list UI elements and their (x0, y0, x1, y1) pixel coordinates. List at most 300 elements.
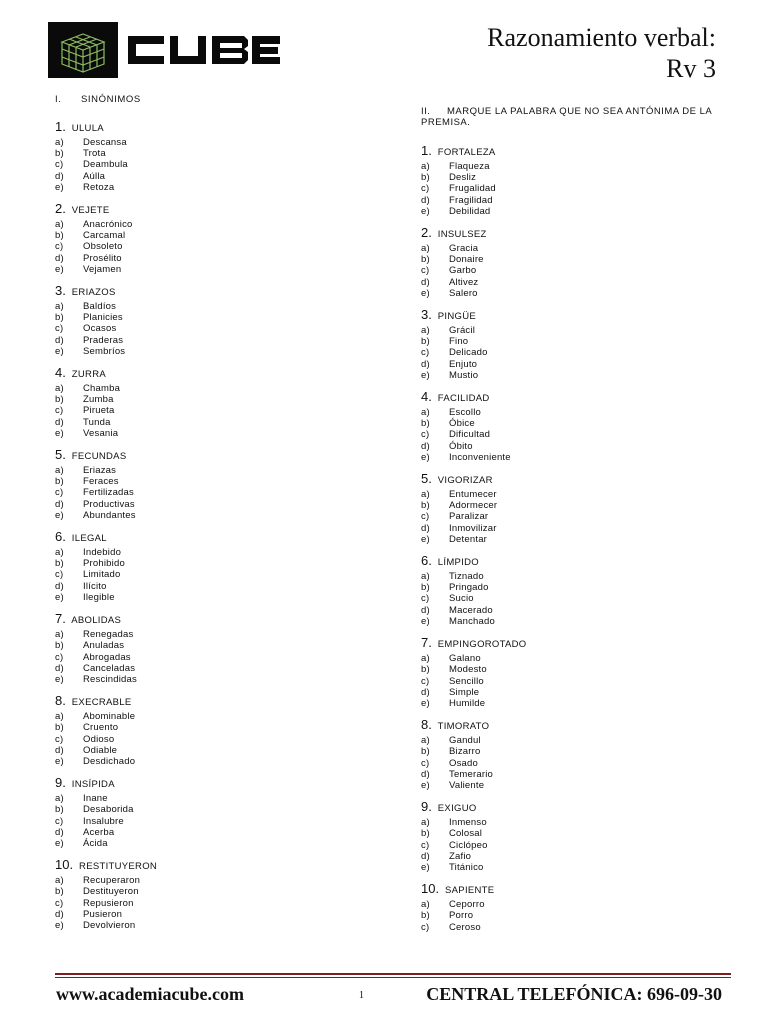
question-heading (55, 775, 385, 793)
question-item (55, 611, 385, 685)
option-row (421, 452, 741, 463)
option-letter: c) (55, 241, 64, 253)
option-letter: d) (421, 850, 430, 862)
question-word: EMPINGOROTADO (437, 639, 527, 651)
question-item (421, 389, 741, 463)
option-letter: a) (421, 161, 430, 172)
option-text: Sembríos (83, 345, 126, 357)
option-letter: e) (55, 345, 64, 357)
option-row (421, 243, 741, 254)
option-text: Ilícito (83, 580, 107, 592)
question-item (55, 119, 385, 193)
option-text: Grácil (449, 325, 476, 337)
option-text: Gracia (449, 243, 479, 255)
option-text: Carcamal (83, 230, 126, 242)
option-text: Enjuto (449, 358, 478, 370)
option-text: Abrogadas (83, 651, 131, 663)
option-text: Prosélito (83, 252, 122, 264)
footer-website[interactable]: www.academiacube.com (56, 984, 244, 1004)
option-text: Repusieron (83, 897, 134, 909)
option-letter: e) (421, 287, 430, 299)
option-row (55, 171, 385, 182)
option-row (421, 441, 741, 452)
question-word: ILEGAL (71, 533, 107, 545)
option-text: Flaqueza (449, 161, 490, 172)
option-letter: d) (421, 276, 430, 288)
question-number: 3. (55, 283, 66, 299)
option-row (421, 851, 741, 862)
option-text: Temerario (449, 768, 494, 780)
option-row (421, 277, 741, 288)
option-row (55, 159, 385, 170)
option-letter: d) (55, 744, 64, 756)
question-item (421, 225, 741, 299)
option-letter: c) (421, 757, 430, 769)
question-number: 4. (421, 389, 432, 405)
question-number: 8. (421, 717, 432, 733)
question-heading (55, 857, 385, 875)
option-row (421, 407, 741, 418)
option-letter: c) (421, 265, 430, 277)
option-text: Frugalidad (449, 183, 496, 195)
option-letter: b) (55, 804, 64, 816)
option-letter: b) (55, 640, 64, 652)
option-text: Ilegible (83, 591, 115, 603)
option-text: Ceroso (449, 921, 481, 933)
question-number: 10. (421, 881, 440, 897)
option-row (421, 500, 741, 511)
option-text: Bizarro (449, 746, 481, 758)
option-text: Altivez (449, 276, 479, 288)
question-item (421, 553, 741, 627)
option-row (55, 335, 385, 346)
option-letter: b) (55, 722, 64, 734)
option-text: Descansa (83, 137, 127, 148)
question-number: 5. (55, 447, 66, 463)
option-row (55, 137, 385, 148)
cube-logo-icon (48, 22, 284, 78)
option-letter: c) (55, 815, 64, 827)
question-word: PINGÜE (437, 311, 477, 323)
option-row (55, 838, 385, 849)
question-word: VEJETE (71, 205, 110, 217)
option-letter: b) (421, 418, 430, 430)
option-text: Canceladas (83, 662, 136, 674)
question-heading (421, 389, 741, 407)
section-title: SINÓNIMOS (81, 94, 141, 105)
option-text: Garbo (449, 265, 477, 277)
option-text: Detentar (449, 533, 488, 545)
option-row (421, 698, 741, 709)
option-letter: c) (55, 897, 64, 909)
option-letter: d) (55, 826, 64, 838)
question-item (55, 529, 385, 603)
option-row (55, 394, 385, 405)
option-letter: b) (55, 312, 64, 324)
question-item (421, 471, 741, 545)
option-letter: b) (421, 500, 430, 512)
option-text: Inmenso (449, 817, 487, 829)
option-row (55, 148, 385, 159)
section-number: I. (55, 94, 62, 105)
option-row (55, 510, 385, 521)
option-letter: e) (421, 697, 430, 709)
option-letter: b) (421, 828, 430, 840)
option-letter: d) (421, 686, 430, 698)
option-text: Productivas (83, 498, 135, 510)
option-text: Ácida (83, 837, 108, 849)
option-row (55, 674, 385, 685)
question-word: SAPIENTE (445, 885, 495, 897)
option-letter: a) (55, 301, 64, 313)
option-text: Humilde (449, 697, 486, 709)
option-row (55, 405, 385, 416)
option-text: Galano (449, 653, 481, 665)
question-number: 8. (55, 693, 66, 709)
option-text: Odioso (83, 733, 115, 745)
question-item (55, 447, 385, 521)
question-number: 2. (55, 201, 66, 217)
option-letter: e) (55, 837, 64, 849)
option-row (421, 336, 741, 347)
option-letter: b) (55, 230, 64, 242)
title-line-2: Rv 3 (666, 54, 716, 83)
question-item (421, 635, 741, 709)
option-row (421, 429, 741, 440)
option-text: Donaire (449, 254, 484, 266)
option-text: Manchado (449, 615, 495, 627)
question-heading (55, 201, 385, 219)
option-text: Debilidad (449, 205, 491, 217)
option-row (421, 571, 741, 582)
section-synonyms (55, 94, 385, 939)
option-row (421, 899, 741, 910)
option-text: Devolvieron (83, 919, 136, 931)
option-letter: d) (421, 440, 430, 452)
question-word: ZURRA (71, 369, 107, 381)
question-number: 6. (421, 553, 432, 569)
option-text: Retoza (83, 181, 115, 193)
option-row (55, 920, 385, 931)
option-text: Feraces (83, 476, 119, 488)
option-text: Pirueta (83, 405, 115, 417)
question-number: 7. (421, 635, 432, 651)
question-heading (421, 717, 741, 735)
option-text: Colosal (449, 828, 483, 840)
option-row (55, 663, 385, 674)
option-row (55, 476, 385, 487)
option-letter: b) (421, 746, 430, 758)
option-text: Desliz (449, 172, 477, 184)
option-row (55, 241, 385, 252)
question-number: 1. (421, 143, 432, 158)
option-letter: e) (55, 673, 64, 685)
option-row (421, 758, 741, 769)
option-text: Odiable (83, 744, 118, 756)
option-row (421, 206, 741, 217)
option-text: Chamba (83, 383, 121, 395)
option-text: Deambula (83, 159, 128, 171)
question-heading (55, 447, 385, 465)
option-letter: a) (55, 219, 64, 231)
option-letter: b) (55, 394, 64, 406)
option-row (421, 735, 741, 746)
option-text: Fragilidad (449, 194, 493, 206)
option-text: Recuperaron (83, 875, 141, 887)
option-letter: a) (55, 383, 64, 395)
option-letter: a) (421, 735, 430, 747)
option-letter: d) (55, 334, 64, 346)
question-number: 4. (55, 365, 66, 381)
option-row (55, 827, 385, 838)
option-row (421, 523, 741, 534)
option-text: Pringado (449, 582, 489, 594)
option-letter: a) (421, 407, 430, 419)
option-letter: a) (421, 817, 430, 829)
option-row (55, 875, 385, 886)
option-letter: e) (421, 615, 430, 627)
option-text: Inconveniente (449, 451, 511, 463)
option-letter: e) (421, 533, 430, 545)
option-letter: a) (421, 899, 430, 911)
question-item (55, 693, 385, 767)
option-text: Acerba (83, 826, 115, 838)
option-text: Sucio (449, 593, 474, 605)
question-word: INSÍPIDA (71, 779, 115, 791)
option-row (55, 323, 385, 334)
cube-logo (48, 22, 284, 78)
option-letter: d) (55, 170, 64, 182)
question-heading (421, 471, 741, 489)
option-text: Anuladas (83, 640, 125, 652)
option-row (421, 840, 741, 851)
option-row (421, 687, 741, 698)
option-letter: b) (55, 886, 64, 898)
page-title (487, 22, 716, 84)
option-text: Simple (449, 686, 480, 698)
option-text: Óbice (449, 418, 475, 430)
option-text: Titánico (449, 861, 484, 873)
option-letter: e) (55, 591, 64, 603)
option-letter: b) (421, 910, 430, 922)
option-letter: d) (55, 252, 64, 264)
question-item (421, 307, 741, 381)
option-letter: e) (55, 263, 64, 275)
question-word: ABOLIDAS (71, 615, 122, 627)
question-heading (55, 693, 385, 711)
option-letter: c) (421, 511, 430, 523)
option-letter: e) (55, 181, 64, 193)
question-heading (421, 635, 741, 653)
question-item (421, 881, 741, 933)
question-item (55, 775, 385, 849)
option-text: Trota (83, 148, 106, 160)
option-row (55, 253, 385, 264)
option-row (421, 769, 741, 780)
option-letter: d) (421, 604, 430, 616)
option-row (55, 745, 385, 756)
question-heading (55, 283, 385, 301)
question-word: ULULA (71, 123, 104, 134)
option-row (55, 558, 385, 569)
question-item (55, 365, 385, 439)
option-letter: e) (55, 509, 64, 521)
option-row (55, 652, 385, 663)
option-row (421, 922, 741, 933)
option-text: Zumba (83, 394, 114, 406)
option-text: Baldíos (83, 301, 117, 313)
option-row (55, 756, 385, 767)
option-text: Anacrónico (83, 219, 133, 231)
option-letter: d) (421, 358, 430, 370)
option-row (55, 629, 385, 640)
option-text: Obsoleto (83, 241, 123, 253)
option-row (55, 711, 385, 722)
option-letter: c) (55, 733, 64, 745)
option-letter: b) (421, 582, 430, 594)
option-text: Destituyeron (83, 886, 139, 898)
option-row (421, 195, 741, 206)
option-row (421, 616, 741, 627)
option-row (55, 312, 385, 323)
option-row (55, 428, 385, 439)
option-text: Escollo (449, 407, 482, 419)
option-text: Prohibido (83, 558, 125, 570)
option-text: Inmovilizar (449, 522, 497, 534)
option-text: Sencillo (449, 675, 484, 687)
question-word: FACILIDAD (437, 393, 490, 405)
option-row (421, 418, 741, 429)
section-number: II. (421, 106, 431, 117)
option-letter: a) (55, 793, 64, 805)
title-line-1: Razonamiento verbal: (487, 23, 716, 52)
option-text: Eriazas (83, 465, 117, 477)
option-text: Ciclópeo (449, 839, 488, 851)
question-list (55, 119, 385, 931)
option-letter: c) (421, 429, 430, 441)
option-letter: a) (421, 243, 430, 255)
option-text: Modesto (449, 664, 487, 676)
option-text: Macerado (449, 604, 493, 616)
option-row (55, 909, 385, 920)
option-letter: c) (421, 839, 430, 851)
question-number: 2. (421, 225, 432, 241)
option-row (55, 547, 385, 558)
option-text: Vesania (83, 427, 119, 439)
option-text: Valiente (449, 779, 485, 791)
footer-rule-thin (55, 977, 731, 978)
section-heading (55, 94, 385, 105)
option-letter: e) (421, 205, 430, 217)
option-text: Porro (449, 910, 474, 922)
question-item (55, 283, 385, 357)
option-letter: a) (421, 571, 430, 583)
option-text: Fino (449, 336, 469, 348)
footer-phone: CENTRAL TELEFÓNICA: 696-09-30 (426, 984, 722, 1004)
option-row (421, 653, 741, 664)
section-antonyms (421, 94, 741, 941)
option-row (421, 593, 741, 604)
option-row (55, 793, 385, 804)
question-heading (421, 881, 741, 899)
option-text: Aúlla (83, 170, 106, 182)
question-heading (421, 553, 741, 571)
option-text: Fertilizadas (83, 487, 134, 499)
question-word: LÍMPIDO (437, 557, 479, 569)
option-text: Desdichado (83, 755, 136, 767)
question-number: 9. (55, 775, 66, 791)
option-letter: d) (421, 768, 430, 780)
option-letter: e) (421, 779, 430, 791)
option-text: Gandul (449, 735, 481, 747)
option-text: Cruento (83, 722, 119, 734)
option-letter: c) (421, 183, 430, 195)
option-text: Vejamen (83, 263, 122, 275)
option-row (421, 664, 741, 675)
option-row (55, 219, 385, 230)
option-text: Paralizar (449, 511, 489, 523)
option-letter: d) (55, 908, 64, 920)
option-row (421, 325, 741, 336)
option-row (55, 640, 385, 651)
option-letter: c) (55, 569, 64, 581)
option-text: Salero (449, 287, 478, 299)
option-row (421, 511, 741, 522)
question-heading (55, 365, 385, 383)
question-word: VIGORIZAR (437, 475, 493, 487)
option-letter: b) (421, 336, 430, 348)
option-letter: a) (55, 629, 64, 641)
option-text: Osado (449, 757, 478, 769)
question-number: 9. (421, 799, 432, 815)
question-word: EXECRABLE (71, 697, 132, 709)
option-letter: d) (55, 580, 64, 592)
question-item (55, 857, 385, 931)
option-text: Ocasos (83, 323, 117, 335)
option-letter: e) (55, 919, 64, 931)
page-number: 1 (359, 990, 364, 1001)
option-text: Insalubre (83, 815, 124, 827)
option-row (55, 499, 385, 510)
question-number: 3. (421, 307, 432, 323)
question-heading (421, 307, 741, 325)
option-letter: a) (55, 547, 64, 559)
option-text: Mustio (449, 369, 479, 381)
option-text: Praderas (83, 334, 124, 346)
option-row (421, 746, 741, 757)
option-letter: b) (421, 664, 430, 676)
option-row (421, 172, 741, 183)
option-row (421, 676, 741, 687)
option-row (55, 487, 385, 498)
option-row (421, 605, 741, 616)
option-row (55, 301, 385, 312)
question-word: FORTALEZA (437, 147, 496, 158)
question-item (421, 143, 741, 217)
question-word: RESTITUYERON (79, 861, 158, 873)
option-text: Óbito (449, 440, 473, 452)
option-letter: c) (55, 487, 64, 499)
option-letter: d) (421, 194, 430, 206)
option-letter: b) (421, 254, 430, 266)
question-heading (55, 119, 385, 137)
footer-rule (55, 973, 731, 975)
question-number: 7. (55, 611, 66, 627)
option-letter: e) (55, 427, 64, 439)
option-letter: e) (55, 755, 64, 767)
option-letter: a) (421, 325, 430, 337)
option-text: Delicado (449, 347, 488, 359)
